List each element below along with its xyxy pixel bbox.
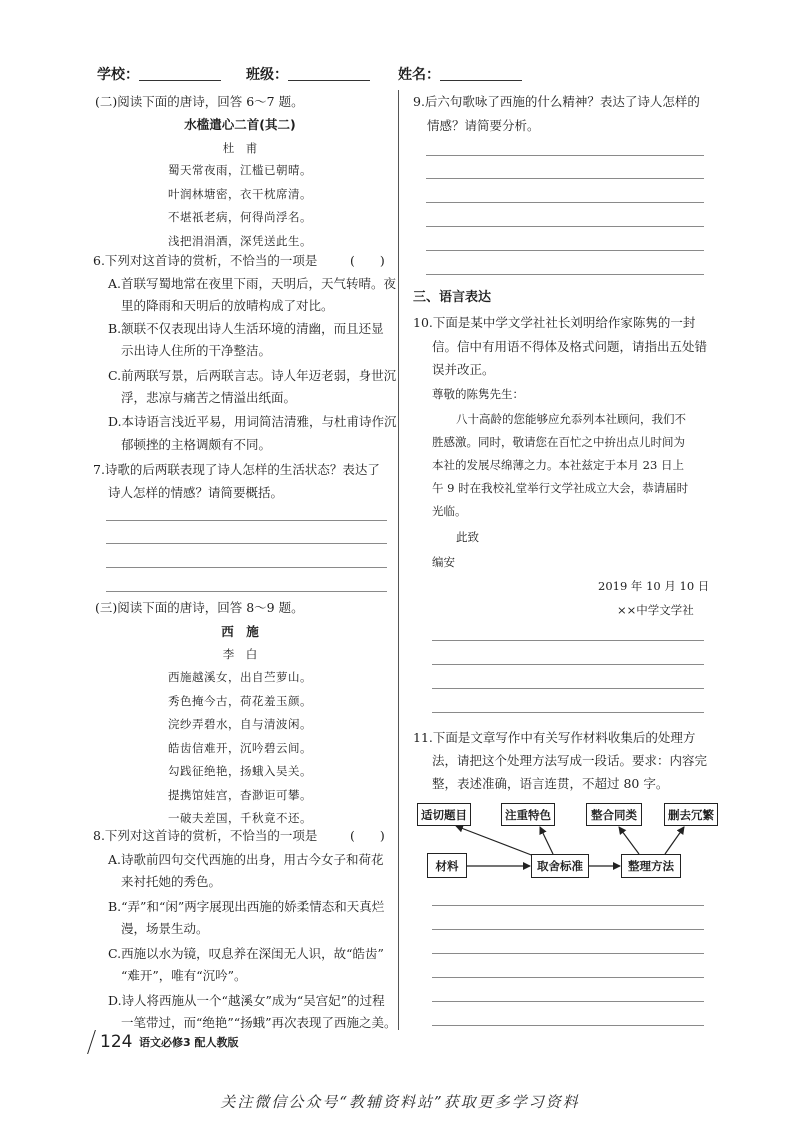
poem-line: 不堪祇老病，何得尚浮名。: [168, 210, 312, 224]
letter-body-line: 光临。: [432, 504, 467, 518]
school-label: 学校：: [97, 67, 139, 83]
class-blank[interactable]: [288, 67, 370, 81]
arrow-to-merge: [619, 827, 639, 854]
arrow-to-title: [456, 826, 534, 856]
letter-body-line: 八十高龄的您能够应允忝列本社顾问，我们不: [456, 412, 686, 426]
q11-answer-line[interactable]: [432, 1025, 704, 1026]
q6-option-b-cont: 示出诗人住所的干净整洁。: [121, 343, 272, 358]
q8-option-a: A.诗歌前四句交代西施的出身，用古今女子和荷花: [108, 852, 384, 867]
letter-signature: ××中学文学社: [617, 603, 694, 617]
q9-line2: 情感？请简要分析。: [427, 118, 540, 133]
poem-line: 叶润林塘密，衣干枕席清。: [168, 186, 312, 201]
q6-stem: 6.下列对这首诗的赏析，不恰当的一项是: [93, 253, 318, 268]
book-title: 语文必修3 配人教版: [139, 1036, 239, 1049]
letter-body-line: 胜感激。同时，敬请您在百忙之中拚出点儿时间为: [432, 435, 685, 449]
box-trim: 删去冗繁: [664, 803, 718, 826]
q7-answer-line[interactable]: [106, 543, 387, 544]
q8-option-c: C.西施以水为镜，叹息养在深闺无人识，故“皓齿”: [108, 946, 384, 961]
q6-answer-paren[interactable]: ( ): [350, 253, 385, 268]
q7-answer-line[interactable]: [106, 520, 387, 521]
poem1-author: 杜 甫: [222, 141, 258, 155]
q6-option-d: D.本诗语言浅近平易，用词简洁清雅，与杜甫诗作沉: [108, 414, 397, 429]
section2-intro: (二)阅读下面的唐诗，回答 6～7 题。: [95, 94, 304, 109]
q10-answer-line[interactable]: [432, 640, 704, 641]
q6-option-d-cont: 郁顿挫的主格调颇有不同。: [121, 437, 272, 452]
q8-option-d: D.诗人将西施从一个“越溪女”成为“吴宫妃”的过程: [108, 993, 385, 1008]
box-feature: 注重特色: [501, 803, 555, 826]
poem1-title: 水槛遣心二首(其二): [184, 117, 296, 132]
page-number: 124: [100, 1032, 133, 1052]
column-divider: [398, 90, 399, 1030]
q9-line1: 9.后六句歌咏了西施的什么精神？表达了诗人怎样的: [413, 94, 700, 109]
school-blank[interactable]: [139, 67, 221, 81]
wechat-notice: 关注微信公众号“教辅资料站”获取更多学习资料: [220, 1093, 580, 1111]
name-field: [398, 64, 522, 84]
poem-line: 浅把涓涓酒，深凭送此生。: [168, 233, 312, 248]
box-merge: 整合同类: [586, 803, 642, 826]
q6-option-b: B.颔联不仅表现出诗人生活环境的清幽，而且还显: [108, 321, 384, 336]
q7-answer-line[interactable]: [106, 567, 387, 568]
poem2-title: 西 施: [221, 624, 259, 639]
letter-body-line: 午 9 时在我校礼堂举行文学社成立大会，恭请届时: [432, 481, 689, 495]
q7-line1: 7.诗歌的后两联表现了诗人怎样的生活状态？表达了: [93, 462, 380, 477]
box-fit-title: 适切题目: [417, 803, 471, 826]
poem-line: 皓齿信难开，沉吟碧云间。: [168, 740, 312, 755]
class-label: 班级：: [246, 67, 288, 83]
section3-intro: (三)阅读下面的唐诗，回答 8～9 题。: [95, 600, 304, 615]
q8-option-b-cont: 漫，场景生动。: [121, 921, 209, 936]
flow-diagram: [413, 798, 723, 903]
class-field: [246, 64, 370, 84]
q11-answer-line[interactable]: [432, 953, 704, 954]
poem1-body: [95, 159, 385, 253]
q10-answer-line[interactable]: [432, 688, 704, 689]
letter-closing: 此致: [456, 530, 479, 544]
q10-line2: 信。信中有用语不得体及格式问题，请指出五处错: [432, 339, 708, 354]
section-language-expression: 三、语言表达: [413, 290, 492, 305]
q11-answer-line[interactable]: [432, 929, 704, 930]
box-criteria: 取舍标准: [531, 854, 589, 878]
q9-answer-line[interactable]: [426, 155, 704, 156]
arrow-to-trim: [665, 827, 684, 854]
q11-answer-line[interactable]: [432, 977, 704, 978]
q10-answer-line[interactable]: [432, 664, 704, 665]
name-blank[interactable]: [440, 67, 522, 81]
q7-answer-line[interactable]: [106, 591, 387, 592]
letter-date: 2019 年 10 月 10 日: [598, 579, 710, 593]
q10-line3: 误并改正。: [432, 362, 495, 377]
q8-option-d-cont: 一笔带过，而“绝艳”“扬蛾”再次表现了西施之美。: [121, 1015, 397, 1030]
box-method: 整理方法: [621, 854, 681, 878]
arrow-to-feature: [540, 827, 553, 854]
q6-option-a: A.首联写蜀地常在夜里下雨，天明后，天气转晴。夜: [108, 276, 397, 291]
q8-option-b: B.“弄”和“闲”两字展现出西施的娇柔情态和天真烂: [108, 899, 385, 914]
q10-answer-line[interactable]: [432, 712, 704, 713]
q8-option-a-cont: 来衬托她的秀色。: [121, 874, 222, 889]
poem-line: 勾践征绝艳，扬蛾入吴关。: [168, 764, 312, 778]
name-label: 姓名：: [398, 67, 440, 83]
page-number-slash: [87, 1030, 96, 1054]
letter-closing-2: 编安: [432, 555, 455, 569]
box-material: 材料: [427, 853, 467, 878]
q6-option-c: C.前两联写景，后两联言志。诗人年迈老弱，身世沉: [108, 368, 397, 383]
q8-stem: 8.下列对这首诗的赏析，不恰当的一项是: [93, 828, 318, 843]
poem-line: 一破夫差国，千秋竟不还。: [168, 811, 312, 825]
q9-answer-line[interactable]: [426, 226, 704, 227]
q6-option-a-cont: 里的降雨和天明后的放晴构成了对比。: [121, 298, 334, 313]
poem2-author: 李 白: [222, 647, 258, 661]
school-field: [97, 64, 221, 84]
q9-answer-line[interactable]: [426, 274, 704, 275]
q9-answer-line[interactable]: [426, 250, 704, 251]
poem-line: 秀色掩今古，荷花羞玉颜。: [168, 693, 312, 708]
poem-line: 浣纱弄碧水，自与清波闲。: [168, 717, 312, 731]
q9-answer-line[interactable]: [426, 202, 704, 203]
q8-option-c-cont: “难开”，唯有“沉吟”。: [121, 968, 247, 983]
q6-option-c-cont: 浮，悲凉与痛苦之情溢出纸面。: [121, 390, 297, 405]
q11-line3: 整，表述准确，语言连贯，不超过 80 字。: [432, 776, 669, 791]
q11-answer-line[interactable]: [432, 1001, 704, 1002]
q11-line2: 法，请把这个处理方法写成一段话。要求：内容完: [432, 753, 708, 768]
q9-answer-line[interactable]: [426, 178, 704, 179]
letter-body-line: 本社的发展尽绵薄之力。本社兹定于本月 23 日上: [432, 458, 684, 472]
q8-answer-paren[interactable]: ( ): [350, 828, 385, 843]
poem-line: 提携馆娃宫，杳渺讵可攀。: [168, 787, 312, 802]
q11-line1: 11.下面是文章写作中有关写作材料收集后的处理方: [413, 730, 696, 745]
poem2-body: [95, 666, 385, 831]
poem-line: 西施越溪女，出自苎萝山。: [168, 670, 312, 684]
q11-answer-line[interactable]: [432, 905, 704, 906]
q7-line2: 诗人怎样的情感？请简要概括。: [108, 485, 284, 500]
poem-line: 蜀天常夜雨，江槛已朝晴。: [168, 163, 312, 177]
q10-line1: 10.下面是某中学文学社社长刘明给作家陈隽的一封: [413, 315, 696, 330]
letter-salutation: 尊敬的陈隽先生：: [432, 387, 524, 401]
